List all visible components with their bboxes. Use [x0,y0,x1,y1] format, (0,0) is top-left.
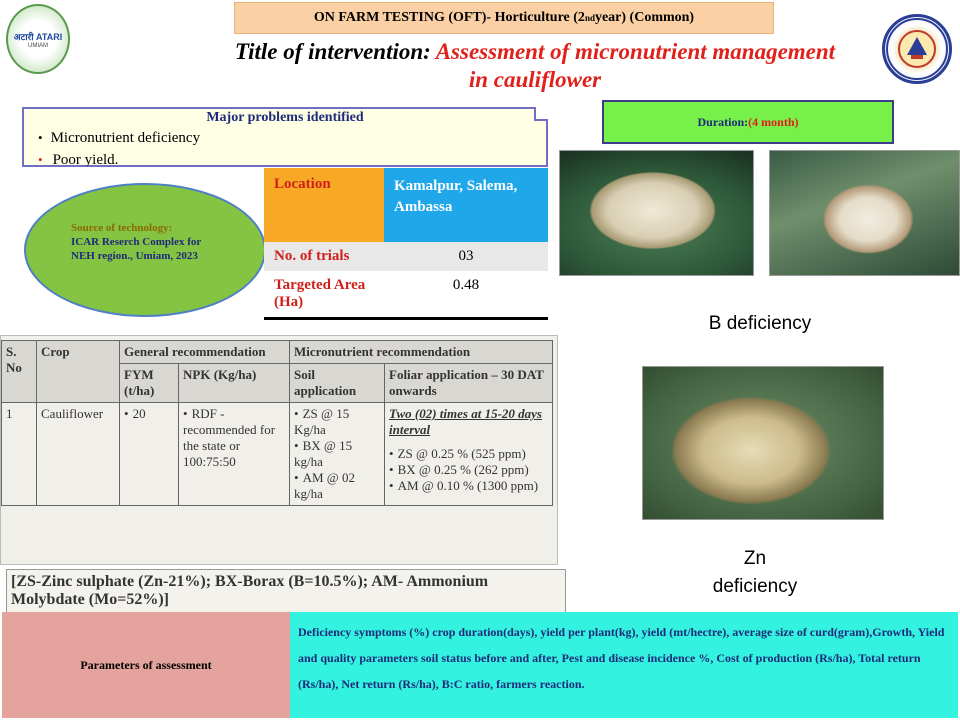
intervention-title [230,38,840,94]
parameters-label: Parameters of assessment [2,612,290,718]
duration-box [602,100,894,144]
foliar-item: • AM @ 0.10 % (1300 ppm) [389,478,548,494]
area-value: 0.48 [452,277,480,293]
b-deficiency-photo-1 [559,150,754,276]
atari-logo [6,4,70,74]
location-label: Location [264,168,384,242]
foliar-heading: Two (02) times at 15-20 days interval [389,406,542,437]
trials-value: 03 [458,248,474,264]
banner-text-post: year) (Common) [594,10,695,25]
abbreviation-note: [ZS-Zinc sulphate (Zn-21%); BX-Borax (B=10.5%); AM- Ammonium Molybdate (Mo=52%)] [6,569,566,613]
foliar-item: • BX @ 0.25 % (262 ppm) [389,462,548,478]
rec-cell-crop: Cauliflower [37,403,120,506]
rec-header-soil: Soil application [290,364,385,403]
table-row [2,403,553,506]
zn-caption-line2: deficiency [712,576,798,597]
duration-value: (4 month) [748,114,799,129]
rec-header-general: General recommendation [120,341,290,364]
rec-header-sno: S. No [2,341,37,403]
foliar-item: • ZS @ 0.25 % (525 ppm) [389,446,548,462]
area-label: Targeted Area (Ha) [274,277,366,310]
duration-label: Duration: [697,114,749,129]
rec-header-crop: Crop [37,341,120,403]
zn-caption-line1: Zn [743,548,767,569]
soil-item: • AM @ 02 kg/ha [294,470,380,502]
location-table [264,168,548,320]
rec-header-micro: Micronutrient recommendation [290,341,553,364]
rec-cell-npk-value: RDF - recommended for the state or 100:75:50 [183,406,276,469]
location-value: Kamalpur, Salema, Ambassa [384,168,548,242]
zn-deficiency-caption [650,545,860,601]
b-deficiency-caption: B deficiency [708,313,812,334]
rec-cell-fym-value: 20 [132,406,146,421]
kvk-tripura-logo [882,14,952,84]
banner-text-sup: nd [584,13,595,23]
rec-cell-npk [179,403,290,506]
problem-item: • Poor yield. [38,152,119,166]
rec-header-npk: NPK (Kg/ha) [179,364,290,403]
kvk-emblem-icon [885,17,949,81]
atari-logo-subtext: UMIAM [28,42,48,49]
rec-cell-sno: 1 [2,403,37,506]
trials-label: No. of trials [274,248,350,264]
title-label: Title of intervention: [234,39,436,64]
recommendation-table-image [0,335,558,565]
rec-header-fym: FYM (t/ha) [120,364,179,403]
problem-item: • Micronutrient deficiency [38,130,201,146]
soil-item: • ZS @ 15 Kg/ha [294,406,380,438]
rec-cell-fym [120,403,179,506]
problem-item-label: Micronutrient deficiency [50,130,201,146]
parameters-value: Deficiency symptoms (%) crop duration(days), yield per plant(kg), yield (mt/hectre), average size of curd(gram),Growth, Yield and quality parameters soil status before and after, Pest and disease incidence %, Cost of production (Rs/ha), Total return (Rs/ha), Net return (Rs/ha), B:C ratio, farmers reaction. [290,612,958,718]
title-value: Assessment of micronutrient management in cauliflower [435,39,836,92]
b-deficiency-photo-2 [769,150,960,276]
recommendation-table [1,340,553,506]
problems-title: Major problems identified [206,110,364,125]
rec-cell-soil [290,403,385,506]
banner-text-pre: ON FARM TESTING (OFT)- Horticulture (2 [313,10,585,25]
problem-item-label: Poor yield. [52,152,119,166]
source-label: Source of technology: [71,222,173,234]
soil-item: • BX @ 15 kg/ha [294,438,380,470]
oft-banner [234,2,774,34]
source-of-technology [24,183,266,317]
source-value: ICAR Reserch Complex for NEH region., Umiam, 2023 [71,236,202,262]
atari-logo-text: अटारी ATARI [13,31,63,42]
problems-box [22,107,548,167]
zn-deficiency-photo [642,366,884,520]
rec-header-foliar: Foliar application – 30 DAT onwards [385,364,553,403]
rec-cell-foliar [385,403,553,506]
